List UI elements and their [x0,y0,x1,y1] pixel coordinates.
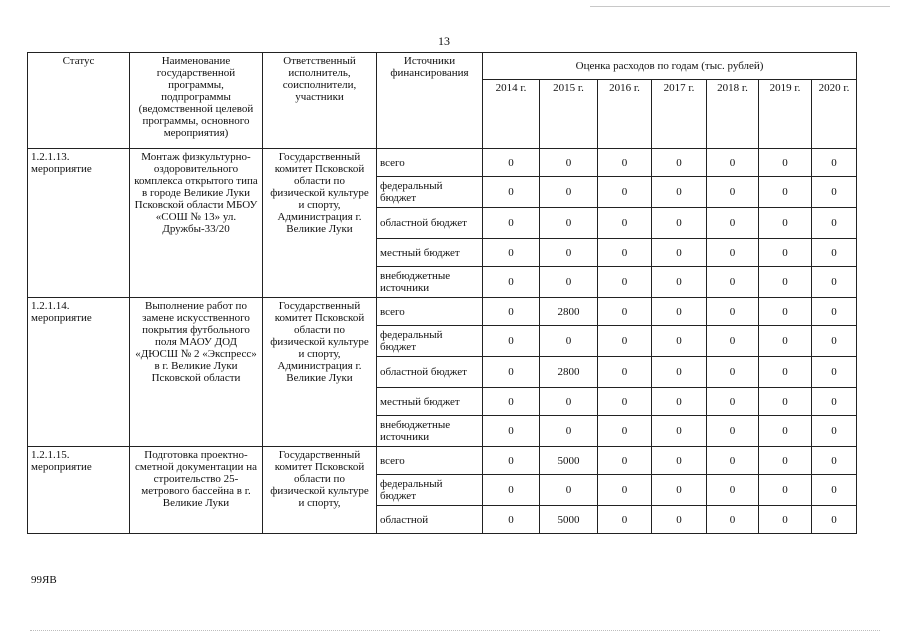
value-cell: 0 [812,475,857,506]
value-cell: 0 [759,208,812,239]
value-cell: 0 [759,475,812,506]
value-cell: 0 [707,388,759,416]
header-status: Статус [28,53,130,149]
value-cell: 0 [652,267,707,298]
event-responsible: Государственный комитет Псковской области по физической культуре и спорту, Администрация г. Великие Луки [263,298,377,447]
value-cell: 0 [598,267,652,298]
value-cell: 2800 [540,298,598,326]
header-year: 2014 г. [483,80,540,149]
value-cell: 0 [483,447,540,475]
value-cell: 0 [707,357,759,388]
budget-table [27,52,857,534]
value-cell: 0 [652,416,707,447]
value-cell: 0 [540,267,598,298]
event-status [28,149,130,298]
header-row [28,53,857,80]
value-cell: 0 [598,388,652,416]
scan-artifact-line [30,630,880,631]
header-year: 2018 г. [707,80,759,149]
value-cell: 0 [540,416,598,447]
value-cell: 0 [652,239,707,267]
value-cell: 0 [812,239,857,267]
value-cell: 0 [598,149,652,177]
value-cell: 0 [540,149,598,177]
value-cell: 0 [759,177,812,208]
funding-source: федеральный бюджет [377,326,483,357]
value-cell: 0 [812,298,857,326]
event-responsible: Государственный комитет Псковской области по физической культуре и спорту, [263,447,377,534]
scan-artifact-line [590,6,890,7]
value-cell: 0 [540,475,598,506]
value-cell: 0 [652,149,707,177]
event-name: Выполнение работ по замене искусственного покрытия футбольного поля МАОУ ДОД «ДЮСШ № 2 «Экспресс» в г. Великие Луки Псковской области [130,298,263,447]
event-code: 1.2.1.14. [31,300,70,312]
value-cell: 0 [707,298,759,326]
value-cell: 0 [598,357,652,388]
event-type: мероприятие [31,163,92,175]
value-cell: 0 [483,416,540,447]
value-cell: 0 [812,177,857,208]
value-cell: 0 [483,388,540,416]
value-cell: 0 [652,357,707,388]
footer-code: 99ЯВ [31,574,57,586]
value-cell: 5000 [540,506,598,534]
value-cell: 0 [812,326,857,357]
value-cell: 0 [759,506,812,534]
value-cell: 0 [759,267,812,298]
value-cell: 0 [707,326,759,357]
header-year: 2019 г. [759,80,812,149]
value-cell: 0 [652,326,707,357]
value-cell: 0 [598,298,652,326]
value-cell: 0 [598,326,652,357]
value-cell: 0 [707,267,759,298]
value-cell: 0 [759,149,812,177]
event-type: мероприятие [31,461,92,473]
value-cell: 0 [652,208,707,239]
value-cell: 0 [540,239,598,267]
value-cell: 0 [598,416,652,447]
value-cell: 0 [707,506,759,534]
event-name: Подготовка проектно-сметной документации на строительство 25-метрового бассейна в г. Великие Луки [130,447,263,534]
value-cell: 0 [598,208,652,239]
value-cell: 0 [707,475,759,506]
funding-source: местный бюджет [377,388,483,416]
value-cell: 0 [707,416,759,447]
page-number: 13 [438,34,450,48]
value-cell: 0 [483,326,540,357]
value-cell: 0 [540,177,598,208]
value-cell: 0 [483,475,540,506]
value-cell: 0 [483,177,540,208]
value-cell: 0 [652,447,707,475]
value-cell: 0 [812,416,857,447]
event-type: мероприятие [31,312,92,324]
value-cell: 0 [598,447,652,475]
funding-source: федеральный бюджет [377,177,483,208]
value-cell: 0 [598,475,652,506]
value-cell: 0 [759,416,812,447]
table-row [28,447,857,475]
value-cell: 0 [707,239,759,267]
funding-source: всего [377,149,483,177]
value-cell: 0 [707,447,759,475]
value-cell: 0 [759,357,812,388]
value-cell: 0 [540,326,598,357]
value-cell: 0 [812,506,857,534]
value-cell: 0 [759,447,812,475]
funding-source: всего [377,447,483,475]
value-cell: 0 [812,388,857,416]
event-name: Монтаж физкультурно-оздоровительного комплекса открытого типа в городе Великие Луки Псковской области МБОУ «СОШ № 13» ул. Дружбы-33/20 [130,149,263,298]
value-cell: 5000 [540,447,598,475]
value-cell: 0 [812,149,857,177]
value-cell: 0 [540,208,598,239]
header-year: 2020 г. [812,80,857,149]
funding-source: областной бюджет [377,357,483,388]
event-status [28,447,130,534]
header-estimate: Оценка расходов по годам (тыс. рублей) [483,53,857,80]
header-year: 2016 г. [598,80,652,149]
funding-source: внебюджетные источники [377,267,483,298]
value-cell: 0 [707,149,759,177]
value-cell: 0 [483,208,540,239]
event-responsible: Государственный комитет Псковской области по физической культуре и спорту, Администрация г. Великие Луки [263,149,377,298]
value-cell: 0 [652,388,707,416]
table-row [28,149,857,177]
funding-source: федеральный бюджет [377,475,483,506]
value-cell: 0 [759,326,812,357]
value-cell: 0 [812,267,857,298]
header-year: 2017 г. [652,80,707,149]
value-cell: 0 [483,357,540,388]
header-responsible: Ответственный исполнитель, соисполнители, участники [263,53,377,149]
header-sources: Источники финансирования [377,53,483,149]
table-row [28,298,857,326]
value-cell: 0 [707,208,759,239]
value-cell: 0 [483,298,540,326]
event-status [28,298,130,447]
value-cell: 0 [652,506,707,534]
event-code: 1.2.1.13. [31,151,70,163]
value-cell: 0 [483,506,540,534]
value-cell: 0 [759,239,812,267]
value-cell: 0 [759,388,812,416]
funding-source: областной бюджет [377,208,483,239]
funding-source: областной [377,506,483,534]
value-cell: 0 [598,506,652,534]
header-name: Наименование государственной программы, подпрограммы (ведомственной целевой программы, основного мероприятия) [130,53,263,149]
header-year: 2015 г. [540,80,598,149]
value-cell: 2800 [540,357,598,388]
funding-source: внебюджетные источники [377,416,483,447]
value-cell: 0 [652,475,707,506]
value-cell: 0 [652,177,707,208]
value-cell: 0 [483,239,540,267]
value-cell: 0 [812,447,857,475]
value-cell: 0 [812,357,857,388]
value-cell: 0 [598,177,652,208]
event-code: 1.2.1.15. [31,449,70,461]
funding-source: местный бюджет [377,239,483,267]
value-cell: 0 [483,149,540,177]
value-cell: 0 [652,298,707,326]
value-cell: 0 [598,239,652,267]
value-cell: 0 [812,208,857,239]
value-cell: 0 [707,177,759,208]
value-cell: 0 [540,388,598,416]
value-cell: 0 [759,298,812,326]
funding-source: всего [377,298,483,326]
value-cell: 0 [483,267,540,298]
